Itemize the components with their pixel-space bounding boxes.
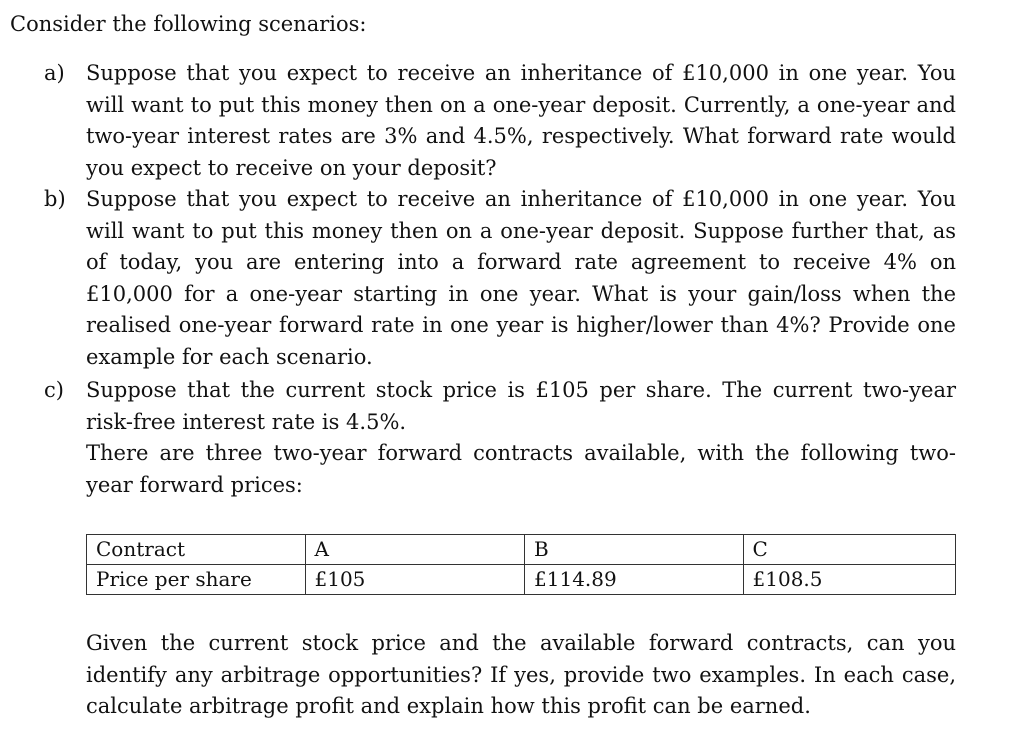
question-c — [44, 375, 956, 501]
table-cell: C — [743, 535, 955, 565]
question-body — [86, 375, 956, 501]
table-row — [87, 565, 956, 595]
question-body — [86, 184, 956, 373]
table-header-row — [87, 535, 956, 565]
table-cell: A — [305, 535, 525, 565]
question-text: Suppose that the current stock price is £105 per share. The current two-year risk-free interest rate is 4.5%. — [86, 378, 956, 434]
question-marker: c) — [44, 378, 64, 402]
question-text: Suppose that you expect to receive an inheritance of £10,000 in one year. You will want to put this money then on a one-year deposit. Currently, a one-year and two-year interest rates are 3% and 4.5%, respectively. What forward rate would you expect to receive on your deposit? — [86, 61, 956, 180]
question-text: Suppose that you expect to receive an inheritance of £10,000 in one year. You will want to put this money then on a one-year deposit. Suppose further that, as of today, you are entering into a forward rate agreement to receive 4% on £10,000 for a one-year starting in one year. What is your gain/loss when the realised one-year forward rate in one year is higher/lower than 4%? Provide one example for each scenario. — [86, 187, 956, 369]
intro-text: Consider the following scenarios: — [10, 12, 367, 36]
table-cell: B — [525, 535, 744, 565]
forward-price-table — [86, 534, 956, 595]
question-b — [44, 184, 956, 373]
question-body — [86, 58, 956, 184]
question-list — [44, 58, 956, 501]
question-a — [44, 58, 956, 184]
table-cell: £105 — [305, 565, 525, 595]
table-cell: Contract — [87, 535, 306, 565]
question-text-continued: There are three two-year forward contracts available, with the following two-year forward prices: — [86, 441, 956, 497]
table-cell: £108.5 — [743, 565, 955, 595]
question-marker: a) — [44, 61, 65, 85]
table-cell: £114.89 — [525, 565, 744, 595]
question-marker: b) — [44, 187, 66, 211]
closing-question: Given the current stock price and the available forward contracts, can you identify any arbitrage opportunities? If yes, provide two examples. In each case, calculate arbitrage profit and explain how this profit can be earned. — [86, 631, 956, 718]
table-cell: Price per share — [87, 565, 306, 595]
